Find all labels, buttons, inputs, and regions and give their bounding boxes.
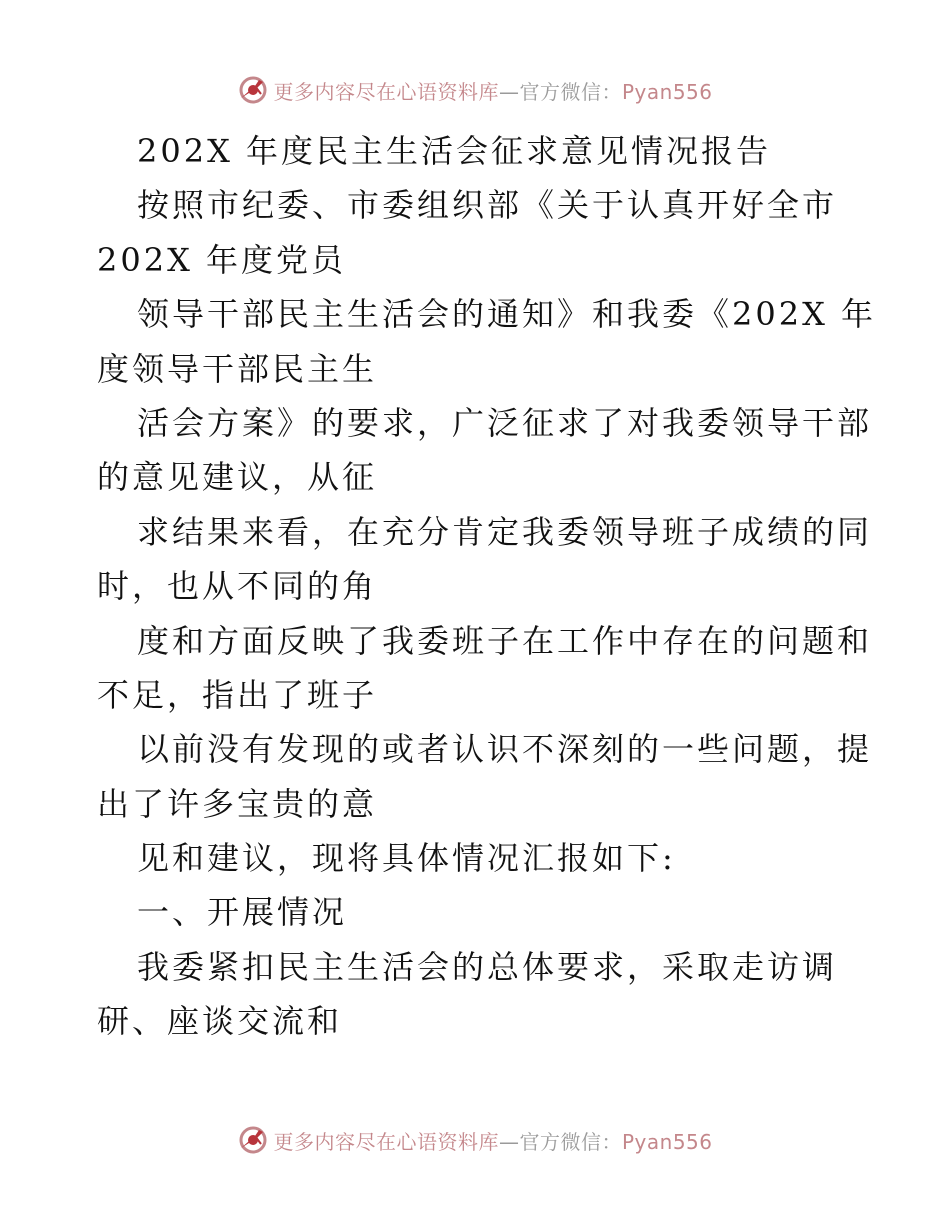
watermark-dash: — xyxy=(498,1129,520,1154)
document-title: 202X 年度民主生活会征求意见情况报告 xyxy=(137,132,772,170)
watermark-official-text: 官方微信： xyxy=(519,79,622,104)
body-text-line: 我委紧扣民主生活会的总体要求，采取走访调 xyxy=(137,947,838,986)
brand-logo-icon xyxy=(237,74,269,106)
body-text-line: 的意见建议，从征 xyxy=(97,458,378,497)
body-text-line: 出了许多宝贵的意 xyxy=(97,784,378,823)
body-text-line: 度领导干部民主生 xyxy=(97,349,378,388)
body-text-line: 一、开展情况 xyxy=(137,893,348,932)
watermark-site-text: 更多内容尽在心语资料库 xyxy=(273,79,499,104)
watermark-text xyxy=(273,1126,712,1155)
watermark-official-text: 官方微信： xyxy=(519,1129,622,1154)
watermark-header xyxy=(0,70,950,110)
body-text-line: 活会方案》的要求，广泛征求了对我委领导干部 xyxy=(137,403,873,442)
body-text-line: 见和建议，现将具体情况汇报如下: xyxy=(137,839,676,878)
watermark-site-text: 更多内容尽在心语资料库 xyxy=(273,1129,499,1154)
body-text-line: 以前没有发现的或者认识不深刻的一些问题，提 xyxy=(137,730,873,769)
body-text-line: 时，也从不同的角 xyxy=(97,567,378,606)
watermark-wechat-id: Pyan556 xyxy=(621,79,713,104)
body-text-line: 研、座谈交流和 xyxy=(97,1002,343,1041)
watermark-dash: — xyxy=(498,79,520,104)
body-text-line: 度和方面反映了我委班子在工作中存在的问题和 xyxy=(137,621,873,660)
watermark-text xyxy=(273,76,712,105)
body-text-line: 求结果来看，在充分肯定我委领导班子成绩的同 xyxy=(137,512,873,551)
body-text-line: 按照市纪委、市委组织部《关于认真开好全市 xyxy=(137,186,838,225)
watermark-footer xyxy=(0,1120,950,1160)
body-text-line: 不足，指出了班子 xyxy=(97,675,378,714)
body-text-line: 202X 年度党员 xyxy=(97,240,347,279)
body-text-line: 领导干部民主生活会的通知》和我委《202X 年 xyxy=(137,295,877,334)
brand-logo-icon xyxy=(237,1124,269,1156)
document-body xyxy=(97,124,877,1049)
watermark-wechat-id: Pyan556 xyxy=(621,1129,713,1154)
